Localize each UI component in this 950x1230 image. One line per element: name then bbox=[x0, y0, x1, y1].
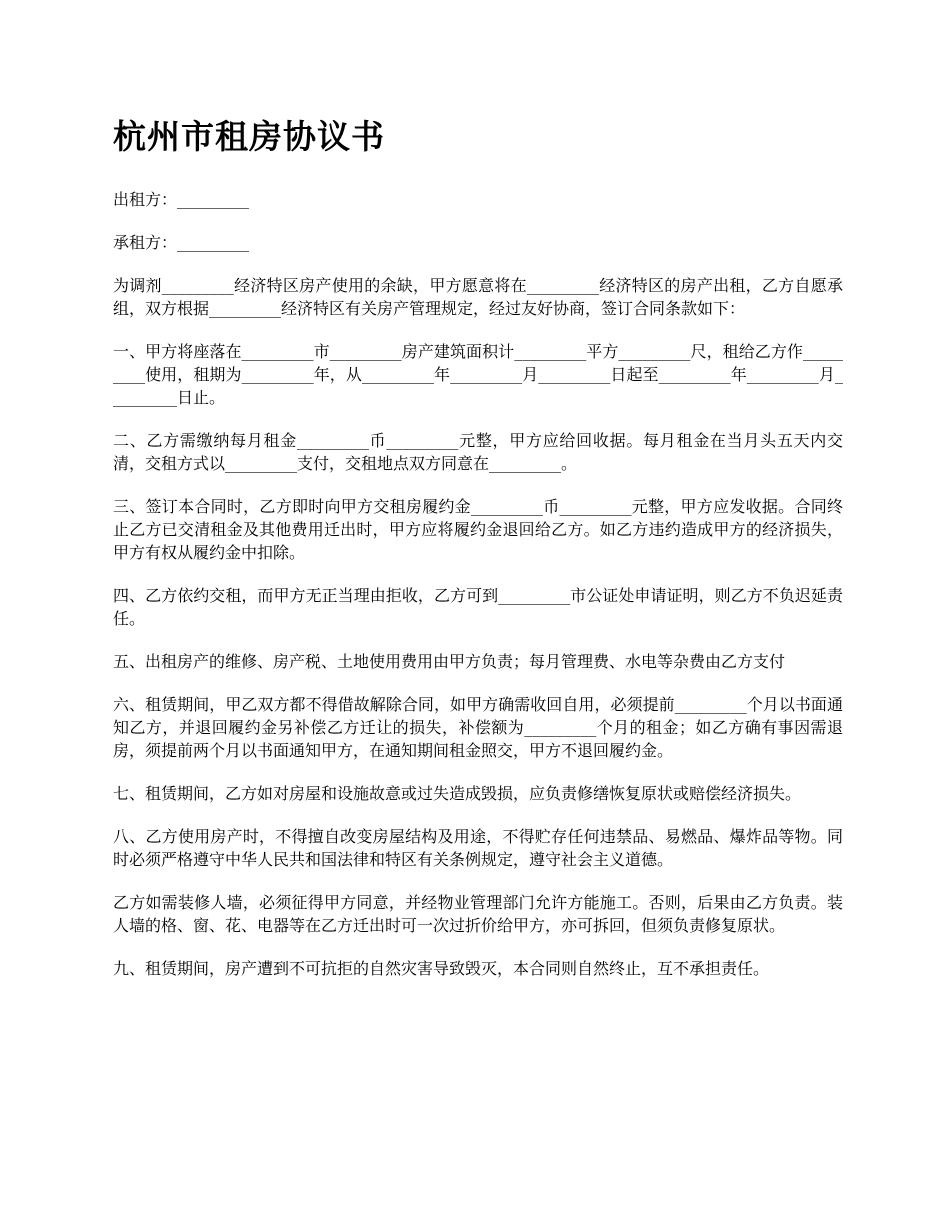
clause-8-paragraph: 八、乙方使用房产时，不得擅自改变房屋结构及用途，不得贮存任何违禁品、易燃品、爆炸品等物。同时必须严格遵守中华人民共和国法律和特区有关条例规定，遵守社会主义道德。 bbox=[113, 827, 843, 869]
clause-4-paragraph: 四、乙方依约交租，而甲方无正当理由拒收，乙方可到_________市公证处申请证明，则乙方不负迟延责任。 bbox=[113, 586, 843, 628]
lessee-line: 承租方：_________ bbox=[113, 233, 250, 252]
clause-6-paragraph: 六、租赁期间，甲乙双方都不得借故解除合同，如甲方确需收回自用，必须提前_________个月以书面通知乙方，并退回履约金另补偿乙方迁让的损失，补偿额为_________个月的租金；如乙方确有事因需退房，须提前两个月以书面通知甲方，在通知期间租金照交，甲方不退回履约金。 bbox=[113, 695, 843, 760]
clause-3-paragraph: 三、签订本合同时，乙方即时向甲方交租房履约金_________币_________元整，甲方应发收据。合同终止乙方已交清租金及其他费用迁出时，甲方应将履约金退回给乙方。如乙方违约造成甲方的经济损失，甲方有权从履约金中扣除。 bbox=[113, 497, 843, 562]
preamble-paragraph: 为调剂_________经济特区房产使用的余缺，甲方愿意将在_________经济特区的房产出租，乙方自愿承组，双方根据_________经济特区有关房产管理规定，经过友好协商，签订合同条款如下： bbox=[113, 276, 843, 318]
document-title: 杭州市租房协议书 bbox=[113, 117, 385, 156]
clause-5-paragraph: 五、出租房产的维修、房产税、土地使用费用由甲方负责；每月管理费、水电等杂费由乙方支付 bbox=[113, 652, 786, 671]
clause-7-paragraph: 七、租赁期间，乙方如对房屋和设施故意或过失造成毁损，应负责修缮恢复原状或赔偿经济损失。 bbox=[113, 784, 802, 803]
lessor-line: 出租方：_________ bbox=[113, 190, 250, 209]
decoration-paragraph: 乙方如需装修人墙，必须征得甲方同意，并经物业管理部门允许方能施工。否则，后果由乙方负责。装人墙的格、窗、花、电器等在乙方迁出时可一次过折价给甲方，亦可拆回，但须负责修复原状。 bbox=[113, 893, 843, 935]
clause-2-paragraph: 二、乙方需缴纳每月租金_________币_________元整，甲方应给回收据。每月租金在当月头五天内交清，交租方式以_________支付，交租地点双方同意在_________。 bbox=[113, 431, 843, 473]
clause-9-paragraph: 九、租赁期间，房产遭到不可抗拒的自然灾害导致毁灭，本合同则自然终止，互不承担责任。 bbox=[113, 959, 770, 978]
clause-1-paragraph: 一、甲方将座落在_________市_________房产建筑面积计_________平方_________尺，租给乙方作_________使用，租期为_________年，从_________年_________月_________日起至_________年_________月_________日止。 bbox=[113, 342, 843, 407]
document-body bbox=[113, 112, 843, 1000]
